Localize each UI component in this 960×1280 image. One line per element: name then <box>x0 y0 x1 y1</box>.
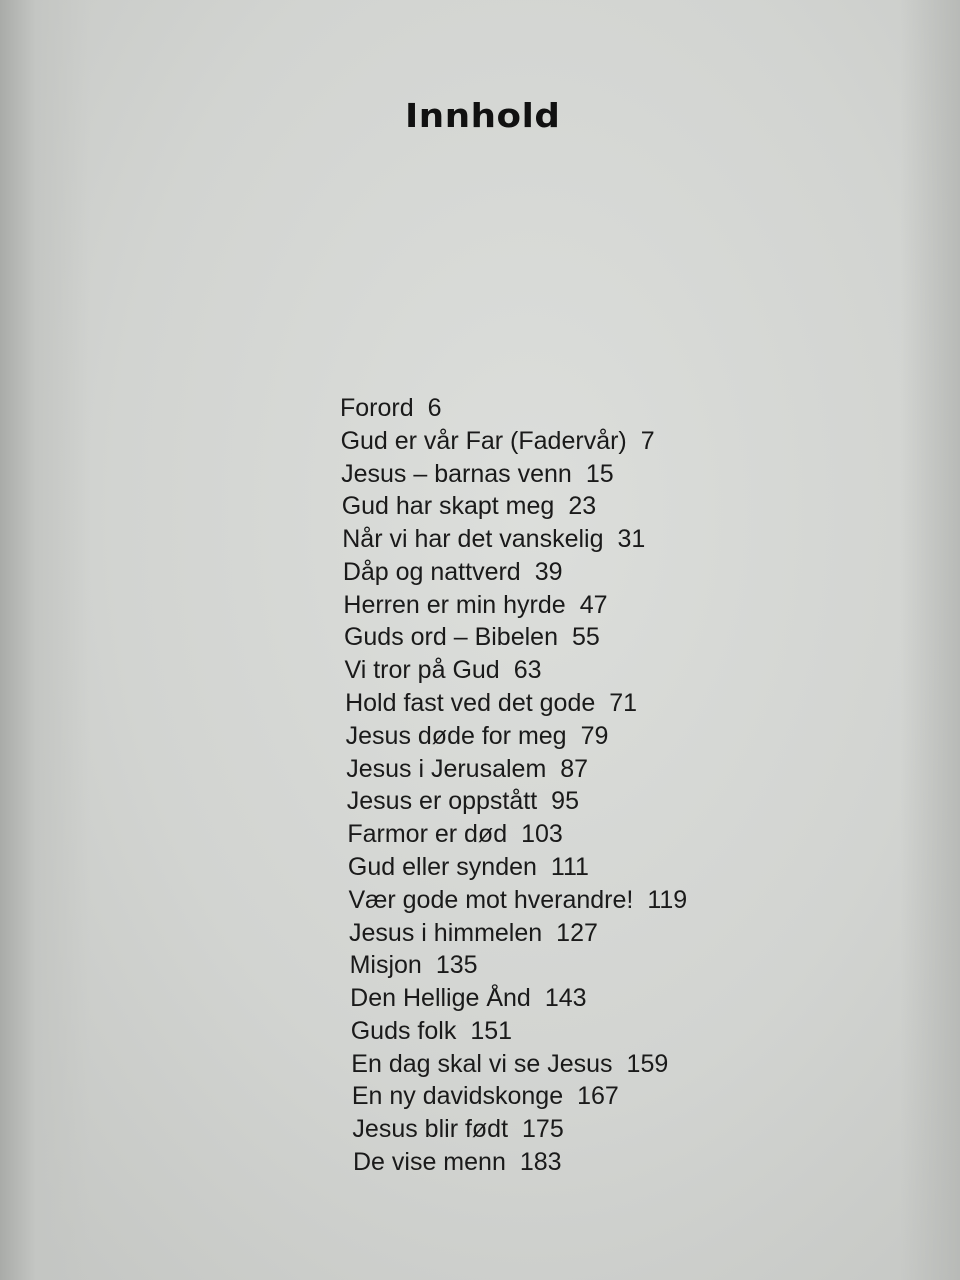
toc-entry-title: Misjon <box>349 951 422 980</box>
toc-entry-title: En ny davidskonge <box>351 1082 564 1111</box>
toc-entry <box>348 852 589 882</box>
toc-entry <box>345 688 637 718</box>
toc-entry-title: Forord <box>340 394 414 422</box>
toc-entry <box>340 393 442 423</box>
toc-entry-title: Jesus i Jerusalem <box>346 754 547 783</box>
toc-entry <box>341 426 655 456</box>
toc-entry-title: Jesus er oppstått <box>346 787 538 816</box>
toc-entry-title: Gud eller synden <box>347 852 537 881</box>
toc-entry-title: Gud har skapt meg <box>341 492 555 521</box>
toc-entry-page-number: 31 <box>617 525 646 554</box>
toc-entry <box>350 983 586 1013</box>
toc-entry <box>341 459 614 489</box>
toc-entry-page-number: 55 <box>571 623 600 652</box>
toc-entry-page-number: 15 <box>585 459 614 488</box>
toc-entry-page-number: 119 <box>647 885 688 914</box>
toc-entry <box>349 918 598 948</box>
toc-entry-page-number: 47 <box>579 590 608 619</box>
toc-entry-page-number: 135 <box>435 951 478 980</box>
toc-entry-title: Hold fast ved det gode <box>345 689 596 718</box>
toc-entry-title: Jesus i himmelen <box>349 918 543 947</box>
toc-entry-title: Når vi har det vanskelig <box>342 525 604 554</box>
toc-entry-title: De vise menn <box>353 1148 506 1176</box>
toc-entry <box>352 1114 563 1144</box>
toc-entry <box>347 819 562 849</box>
toc-entry <box>351 1016 512 1046</box>
toc-entry <box>353 1147 562 1177</box>
toc-entry <box>344 622 600 652</box>
toc-entry-title: Herren er min hyrde <box>343 590 566 619</box>
toc-entry-page-number: 167 <box>577 1082 619 1111</box>
toc-entry-title: Vær gode mot hverandre! <box>348 885 634 914</box>
toc-entry <box>352 1081 619 1111</box>
toc-entry-page-number: 159 <box>626 1049 669 1078</box>
toc-entry <box>342 491 596 521</box>
toc-entry <box>348 885 687 915</box>
toc-entry-page-number: 143 <box>544 984 587 1013</box>
toc-entry-page-number: 175 <box>522 1115 564 1144</box>
toc-entry-title: Dåp og nattverd <box>342 557 521 586</box>
toc-entry-page-number: 71 <box>609 689 638 718</box>
toc-entry-title: Farmor er død <box>347 820 508 849</box>
toc-entry <box>342 524 645 554</box>
toc-entry-page-number: 23 <box>568 492 597 521</box>
toc-entry-title: Vi tror på Gud <box>344 656 500 685</box>
toc-entry-page-number: 7 <box>640 426 655 455</box>
toc-entry-title: Jesus – barnas venn <box>341 459 572 488</box>
toc-entry-title: Guds ord – Bibelen <box>343 623 558 652</box>
toc-entry-page-number: 111 <box>550 852 589 881</box>
toc-entry-title: Gud er vår Far (Fadervår) <box>340 426 627 455</box>
toc-entry <box>343 557 563 587</box>
toc-entry-title: Jesus døde for meg <box>345 721 567 750</box>
toc-entry-page-number: 39 <box>534 557 563 586</box>
toc-entry-page-number: 95 <box>551 787 579 816</box>
toc-entry <box>351 1049 668 1079</box>
page-title: Innhold <box>405 96 561 135</box>
toc-entry-title: Den Hellige Ånd <box>350 984 531 1013</box>
toc-entry-title: En dag skal vi se Jesus <box>351 1049 613 1078</box>
toc-entry-page-number: 6 <box>427 394 442 422</box>
toc-entry <box>347 786 579 816</box>
toc-entry-page-number: 87 <box>560 754 589 783</box>
toc-entry <box>345 655 542 685</box>
toc-entry-page-number: 79 <box>580 721 609 750</box>
toc-entry-title: Jesus blir født <box>352 1115 509 1144</box>
toc-entry-title: Guds folk <box>350 1016 457 1045</box>
toc-entry <box>350 950 478 980</box>
toc-entry-page-number: 103 <box>521 820 563 849</box>
toc-entry-page-number: 151 <box>470 1016 513 1045</box>
toc-entry-page-number: 127 <box>556 918 598 947</box>
toc-entry <box>346 721 609 751</box>
toc-entry-page-number: 183 <box>519 1148 562 1176</box>
toc-entry <box>343 590 607 620</box>
toc-entry <box>346 754 588 784</box>
toc-entry-page-number: 63 <box>513 656 542 685</box>
